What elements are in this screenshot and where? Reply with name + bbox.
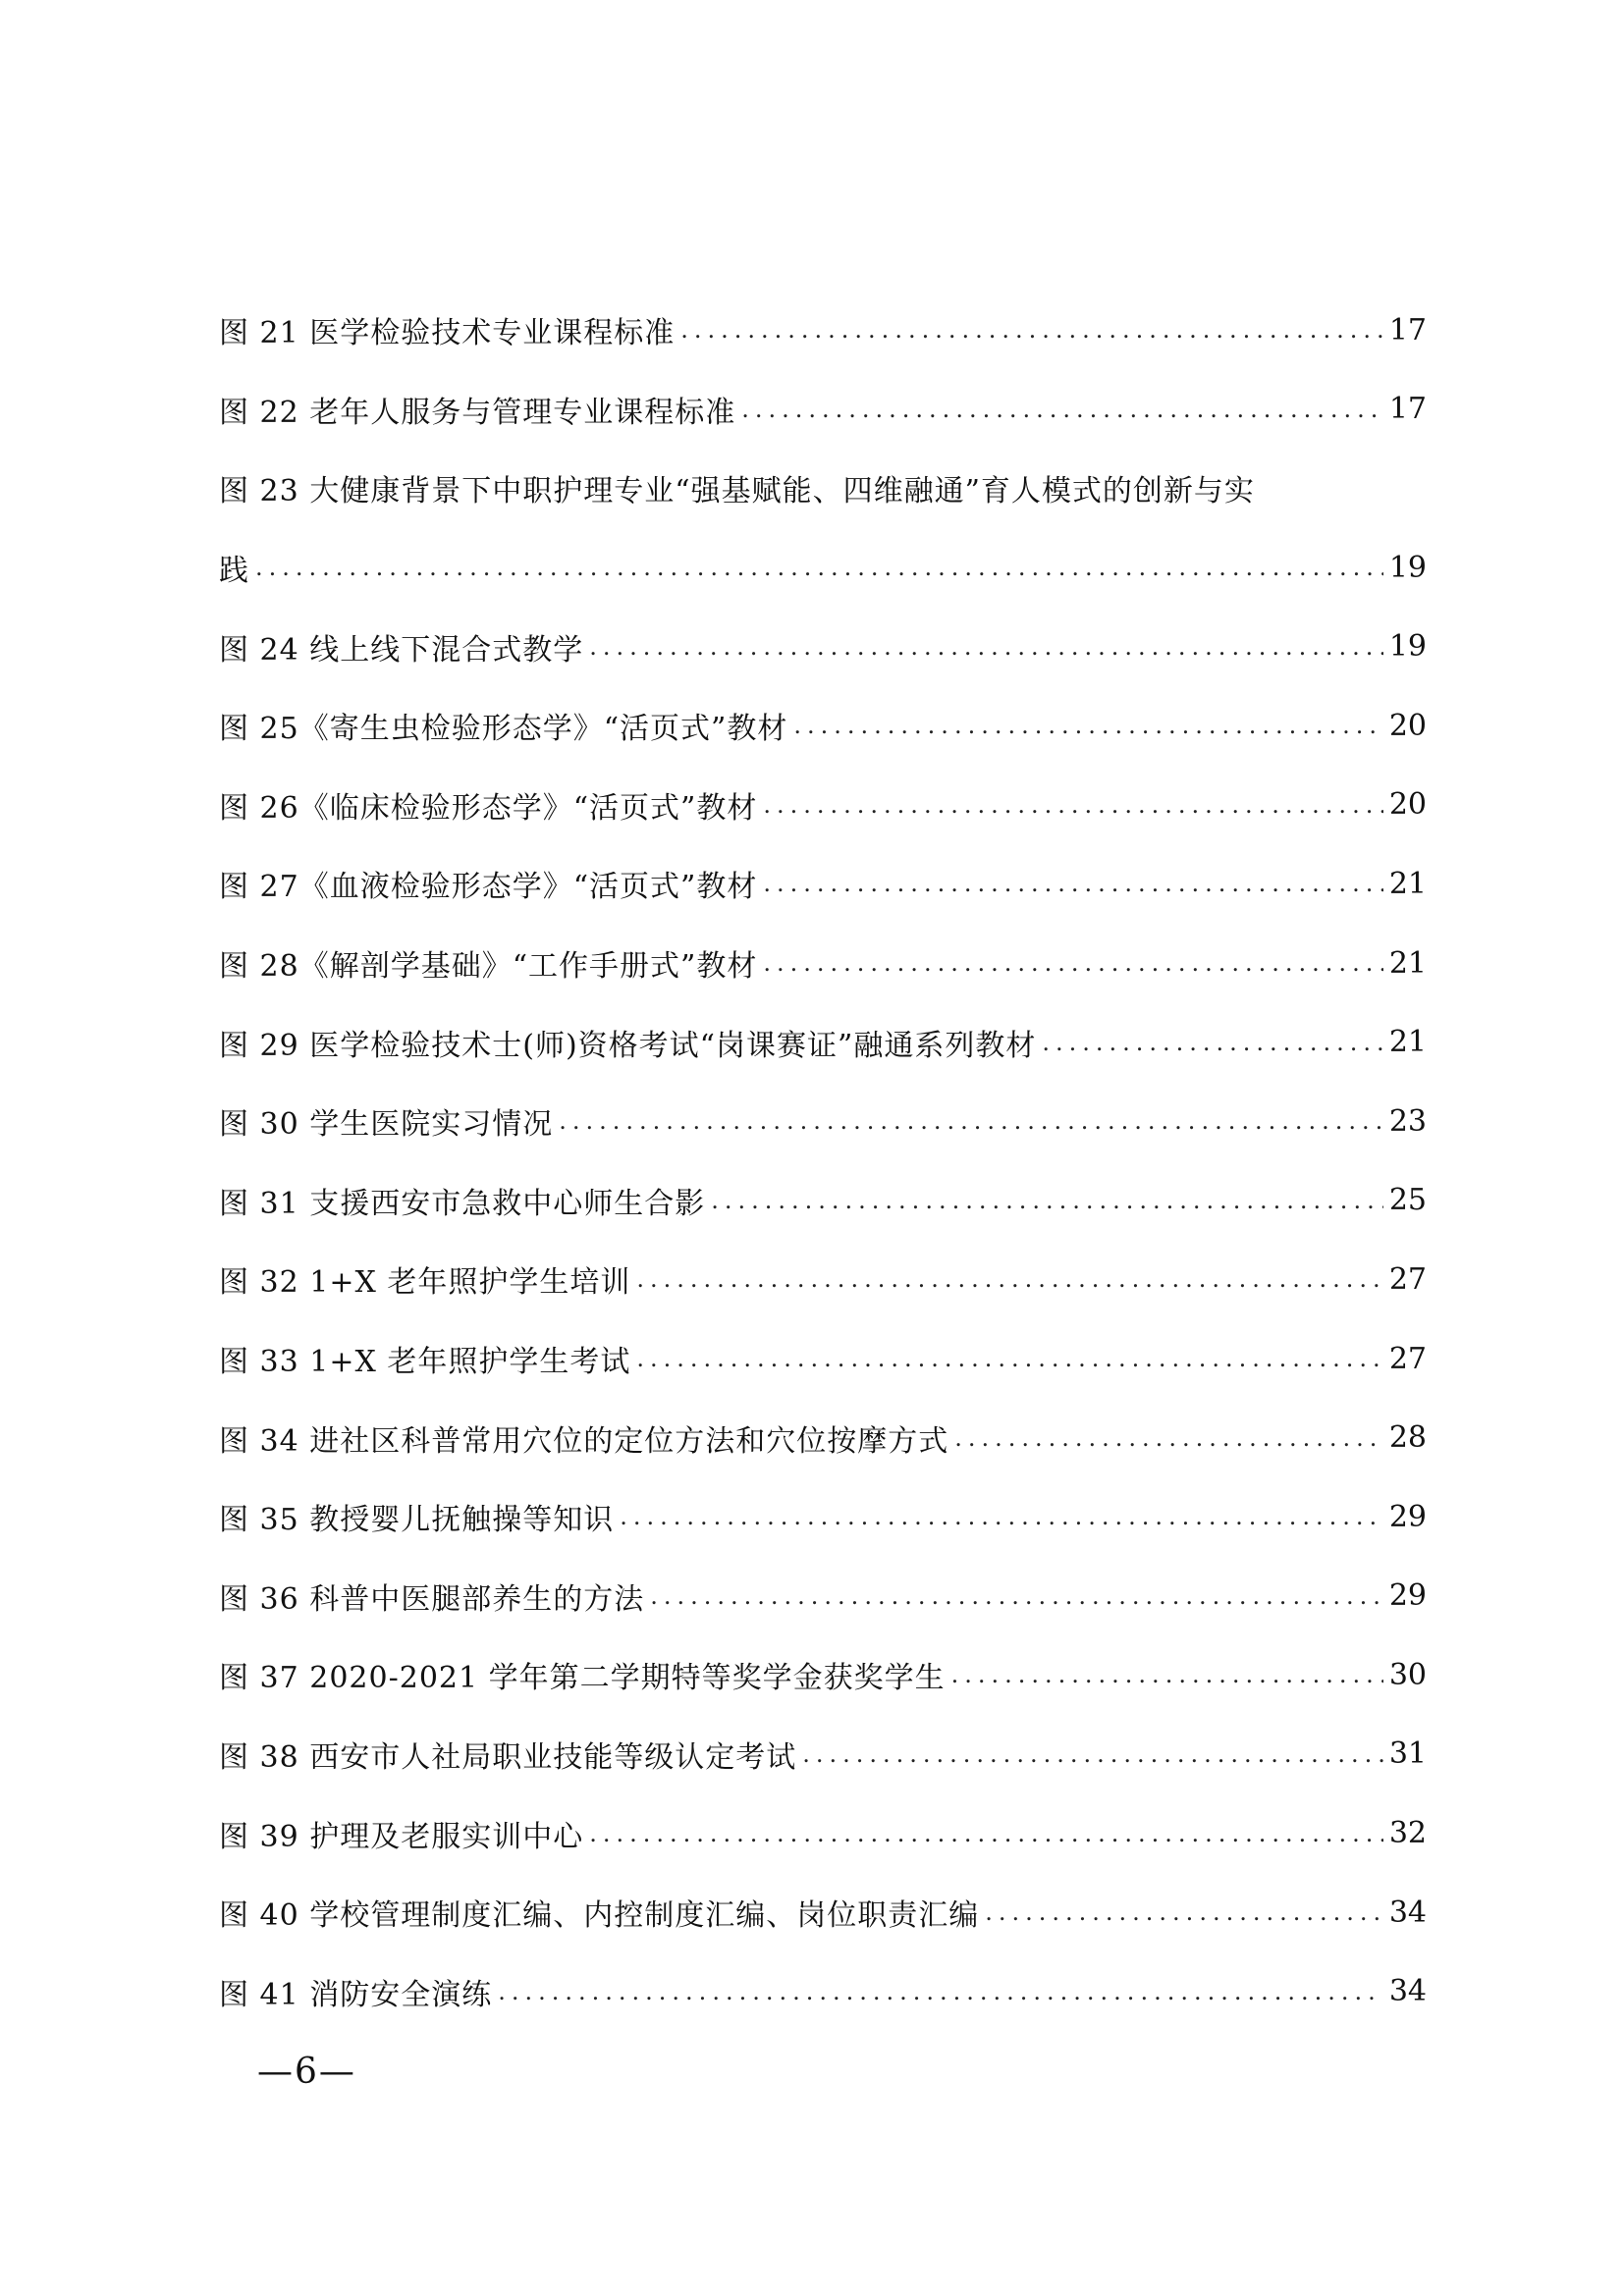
entry-page-number: 32 xyxy=(1388,1816,1427,1851)
entry-page-number: 17 xyxy=(1388,312,1427,347)
toc-entry xyxy=(219,291,1427,370)
entry-title: 图 35 教授婴儿抚触操等知识 xyxy=(219,1503,615,1538)
dot-leader xyxy=(763,791,1382,819)
dot-leader xyxy=(763,949,1382,977)
toc-entry xyxy=(219,844,1427,924)
entry-page-number: 19 xyxy=(1388,550,1427,585)
toc-entry xyxy=(219,1793,1427,1873)
entry-page-number: 20 xyxy=(1388,708,1427,743)
entry-title: 图 37 2020-2021 学年第二学期特等奖学金获奖学生 xyxy=(219,1661,946,1696)
entry-title-continued: 践 xyxy=(219,554,249,589)
toc-entry xyxy=(219,1398,1427,1477)
entry-title: 图 31 支援西安市急救中心师生合影 xyxy=(219,1186,706,1221)
toc-entry xyxy=(219,1240,1427,1319)
dot-leader xyxy=(763,870,1382,897)
dot-leader xyxy=(620,1503,1383,1530)
toc-entry xyxy=(219,924,1427,1003)
entry-title: 图 33 1+X 老年照护学生考试 xyxy=(219,1345,631,1380)
entry-page-number: 21 xyxy=(1388,1025,1427,1060)
dot-leader xyxy=(680,316,1383,344)
dot-leader xyxy=(636,1265,1382,1293)
toc-entry xyxy=(219,1951,1427,2031)
entry-title: 图 23 大健康背景下中职护理专业“强基赋能、四维融通”育人模式的创新与实 xyxy=(219,474,1255,509)
entry-page-number: 17 xyxy=(1388,392,1427,427)
entry-page-number: 20 xyxy=(1388,787,1427,823)
toc-entry xyxy=(219,1082,1427,1161)
toc-entry xyxy=(219,1002,1427,1082)
entry-title: 图 25《寄生虫检验形态学》“活页式”教材 xyxy=(219,712,788,747)
toc-entry xyxy=(219,1873,1427,1952)
dot-leader xyxy=(589,633,1383,661)
entry-title: 图 41 消防安全演练 xyxy=(219,1977,493,2012)
table-of-figures xyxy=(219,291,1427,2031)
entry-title: 图 32 1+X 老年照护学生培训 xyxy=(219,1265,631,1301)
entry-title: 图 28《解剖学基础》“工作手册式”教材 xyxy=(219,949,758,985)
dot-leader xyxy=(741,396,1383,423)
entry-title-line xyxy=(219,528,1427,608)
dot-leader xyxy=(255,554,1383,581)
entry-title: 图 39 护理及老服实训中心 xyxy=(219,1819,584,1854)
entry-title: 图 22 老年人服务与管理专业课程标准 xyxy=(219,395,736,430)
entry-page-number: 28 xyxy=(1388,1420,1427,1456)
dot-leader xyxy=(650,1582,1383,1610)
toc-entry xyxy=(219,1715,1427,1794)
entry-page-number: 23 xyxy=(1388,1103,1427,1139)
toc-entry xyxy=(219,1477,1427,1557)
toc-entry xyxy=(219,449,1427,607)
entry-page-number: 21 xyxy=(1388,866,1427,901)
entry-title: 图 24 线上线下混合式教学 xyxy=(219,632,584,667)
page-number-footer: —6— xyxy=(257,2052,356,2092)
entry-page-number: 25 xyxy=(1388,1183,1427,1218)
entry-page-number: 21 xyxy=(1388,945,1427,981)
entry-page-number: 29 xyxy=(1388,1578,1427,1614)
toc-entry xyxy=(219,1557,1427,1636)
toc-entry xyxy=(219,686,1427,766)
entry-title: 图 21 医学检验技术专业课程标准 xyxy=(219,316,676,351)
entry-page-number: 29 xyxy=(1388,1499,1427,1534)
entry-page-number: 34 xyxy=(1388,1895,1427,1930)
toc-entry xyxy=(219,1319,1427,1399)
dot-leader xyxy=(589,1820,1383,1847)
entry-title: 图 30 学生医院实习情况 xyxy=(219,1107,554,1143)
entry-page-number: 19 xyxy=(1388,629,1427,665)
entry-title: 图 40 学校管理制度汇编、内控制度汇编、岗位职责汇编 xyxy=(219,1898,980,1934)
dot-leader xyxy=(954,1424,1383,1452)
toc-entry xyxy=(219,370,1427,450)
dot-leader xyxy=(636,1345,1382,1372)
dot-leader xyxy=(985,1898,1383,1926)
dot-leader xyxy=(802,1740,1383,1768)
dot-leader xyxy=(951,1661,1383,1688)
dot-leader xyxy=(1042,1029,1382,1056)
toc-entry xyxy=(219,766,1427,845)
entry-title-line xyxy=(219,449,1427,528)
entry-title: 图 26《临床检验形态学》“活页式”教材 xyxy=(219,790,758,826)
dot-leader xyxy=(559,1107,1383,1135)
toc-entry xyxy=(219,607,1427,686)
entry-page-number: 31 xyxy=(1388,1736,1427,1772)
entry-page-number: 27 xyxy=(1388,1341,1427,1376)
entry-title: 图 34 进社区科普常用穴位的定位方法和穴位按摩方式 xyxy=(219,1423,949,1459)
entry-page-number: 30 xyxy=(1388,1657,1427,1692)
entry-title: 图 27《血液检验形态学》“活页式”教材 xyxy=(219,870,758,905)
entry-title: 图 38 西安市人社局职业技能等级认定考试 xyxy=(219,1739,797,1775)
toc-entry xyxy=(219,1161,1427,1241)
toc-entry xyxy=(219,1635,1427,1715)
entry-title: 图 29 医学检验技术士(师)资格考试“岗课赛证”融通系列教材 xyxy=(219,1028,1037,1063)
dot-leader xyxy=(793,712,1382,739)
dot-leader xyxy=(498,1978,1383,2005)
entry-page-number: 34 xyxy=(1388,1974,1427,2009)
dot-leader xyxy=(711,1187,1383,1214)
entry-page-number: 27 xyxy=(1388,1261,1427,1297)
entry-title: 图 36 科普中医腿部养生的方法 xyxy=(219,1581,645,1617)
